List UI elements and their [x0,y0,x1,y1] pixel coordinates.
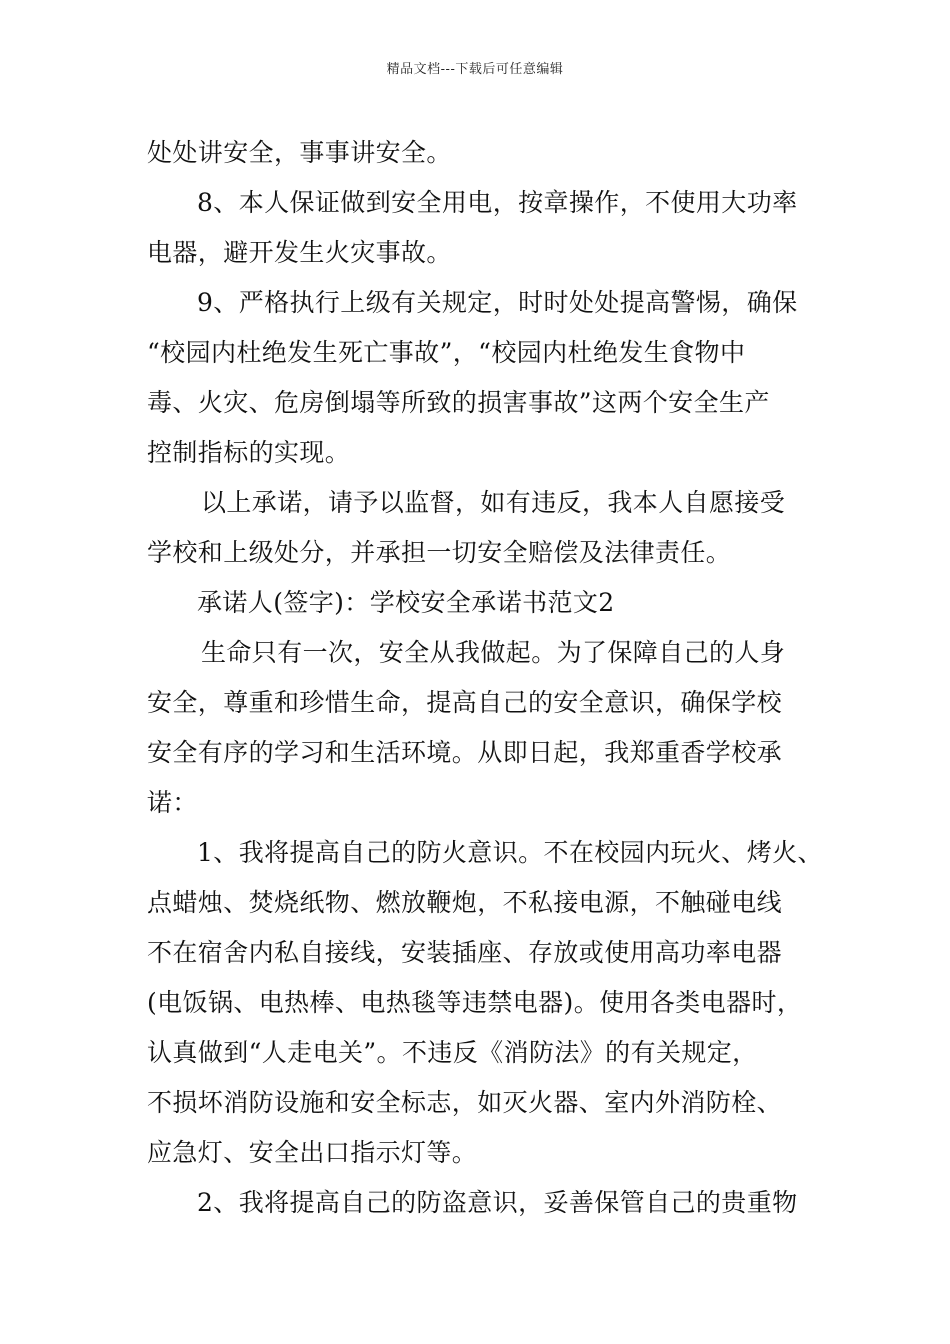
text-line: 学校和上级处分，并承担一切安全赔偿及法律责任。 [147,538,732,567]
text-line: 诺： [147,788,198,817]
text-line: 8、本人保证做到安全用电，按章操作，不使用大功率 [197,188,798,217]
text-line: 认真做到“人走电关”。不违反《消防法》的有关规定， [147,1038,758,1067]
text-line: 以上承诺，请予以监督，如有违反，我本人自愿接受 [201,488,786,517]
text-line: 安全有序的学习和生活环境。从即日起，我郑重香学校承 [147,738,783,767]
text-line: 安全，尊重和珍惜生命，提高自己的安全意识，确保学校 [147,688,783,717]
text-line: 应急灯、安全出口指示灯等。 [147,1138,478,1167]
text-line: 不在宿舍内私自接线，安装插座、存放或使用高功率电器 [147,938,783,967]
text-line: 控制指标的实现。 [147,438,351,467]
text-line: 生命只有一次，安全从我做起。为了保障自己的人身 [201,638,786,667]
text-line: 2、我将提高自己的防盗意识，妥善保管自己的贵重物 [197,1188,798,1217]
text-line: 毒、火灾、危房倒塌等所致的损害事故”这两个安全生产 [147,388,770,417]
text-line: 9、严格执行上级有关规定，时时处处提高警惕，确保 [197,288,798,317]
text-line: 不损坏消防设施和安全标志，如灭火器、室内外消防栓、 [147,1088,783,1117]
text-line: 点蜡烛、焚烧纸物、燃放鞭炮，不私接电源，不触碰电线 [147,888,783,917]
text-line: “校园内杜绝发生死亡事故”，“校园内杜绝发生食物中 [147,338,746,367]
text-line: (电饭锅、电热棒、电热毯等违禁电器)。使用各类电器时， [147,988,803,1017]
text-line: 电器，避开发生火灾事故。 [147,238,452,267]
body-text [147,128,827,1228]
text-line: 承诺人(签字)：学校安全承诺书范文2 [197,588,615,617]
page-header: 精品文档---下载后可任意编辑 [386,62,564,77]
text-line: 1、我将提高自己的防火意识。不在校园内玩火、烤火、 [197,838,823,867]
text-line: 处处讲安全，事事讲安全。 [147,138,452,167]
